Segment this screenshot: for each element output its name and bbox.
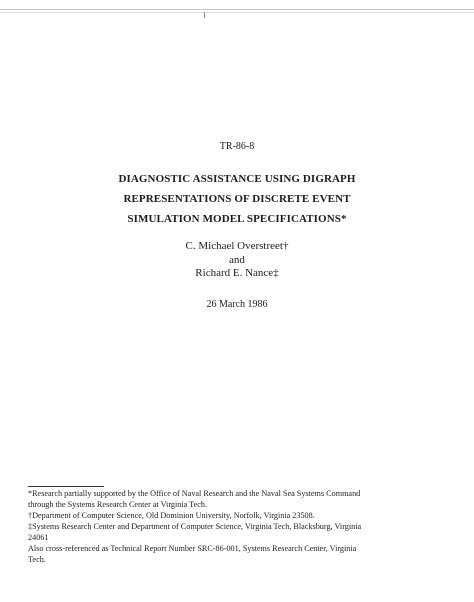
title-line-3: SIMULATION MODEL SPECIFICATIONS* (127, 213, 347, 225)
scan-artifact-mark (204, 12, 205, 18)
footnote-line: ‡Systems Research Center and Department of Computer Science, Virginia Tech, Blacksburg, Virginia (28, 522, 362, 531)
author-conjunction: and (229, 254, 245, 266)
report-number: TR-86-8 (219, 141, 255, 152)
footnote-line: through the Systems Research Center at Virginia Tech. (28, 500, 208, 509)
scan-artifact-line (0, 9, 474, 10)
footnote-line: †Department of Computer Science, Old Dominion University, Norfolk, Virginia 23508. (28, 511, 315, 520)
author-2: Richard E. Nance‡ (195, 267, 279, 279)
author-1: C. Michael Overstreet† (185, 240, 289, 252)
title-line-1: DIAGNOSTIC ASSISTANCE USING DIGRAPH (118, 173, 356, 185)
footnotes (28, 488, 448, 565)
footnote-line: *Research partially supported by the Office of Naval Research and the Naval Sea Systems Command (28, 489, 361, 498)
report-date: 26 March 1986 (206, 299, 268, 310)
title-line-2: REPRESENTATIONS OF DISCRETE EVENT (123, 193, 351, 205)
footnote-line: 24061 (28, 533, 49, 542)
footnote-divider (28, 486, 104, 487)
scan-artifact-line (0, 12, 474, 13)
footnote-line: Also cross-referenced as Technical Report Number SRC-86-001, Systems Research Center, Virginia (28, 544, 357, 553)
footnote-line: Tech. (28, 555, 46, 564)
